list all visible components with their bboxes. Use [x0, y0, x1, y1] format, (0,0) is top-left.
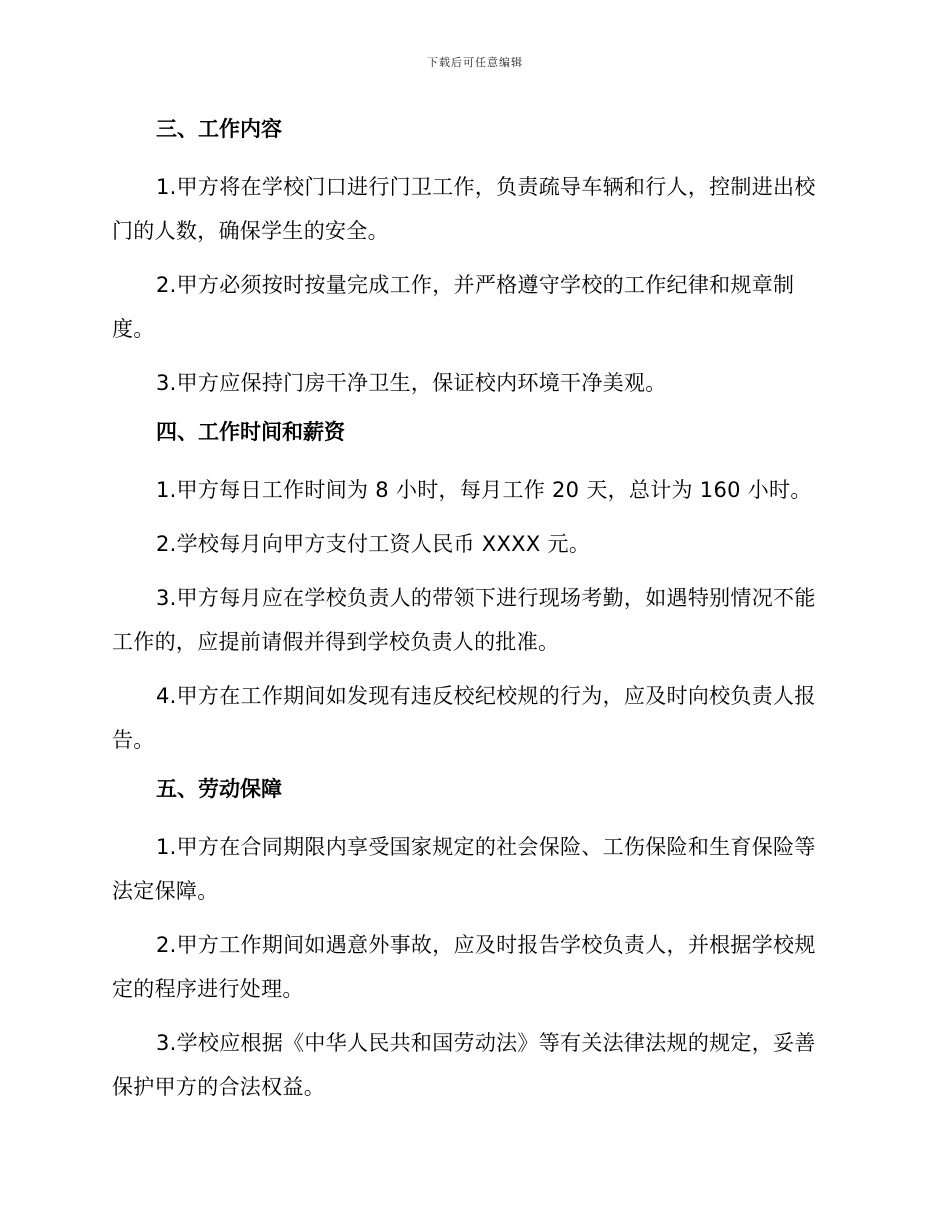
paragraph: 2.甲方工作期间如遇意外事故，应及时报告学校负责人，并根据学校规定的程序进行处理。 [112, 933, 816, 1001]
paragraph: 3.甲方应保持门房干净卫生，保证校内环境干净美观。 [156, 371, 667, 395]
section-heading-labor-protection: 五、劳动保障 [156, 777, 282, 801]
paragraph: 3.学校应根据《中华人民共和国劳动法》等有关法律法规的规定，妥善保护甲方的合法权益。 [112, 1031, 816, 1099]
document-body [112, 112, 828, 1119]
paragraph: 2.学校每月向甲方支付工资人民币 XXXX 元。 [156, 532, 591, 556]
paragraph: 2.甲方必须按时按量完成工作，并严格遵守学校的工作纪律和规章制度。 [112, 273, 795, 341]
section-heading-work-content: 三、工作内容 [156, 117, 282, 141]
paragraph: 3.甲方每月应在学校负责人的带领下进行现场考勤，如遇特别情况不能工作的，应提前请假并得到学校负责人的批准。 [112, 586, 816, 654]
section-heading-work-time-salary: 四、工作时间和薪资 [156, 420, 345, 444]
paragraph: 4.甲方在工作期间如发现有违反校纪校规的行为，应及时向校负责人报告。 [112, 684, 816, 752]
paragraph: 1.甲方在合同期限内享受国家规定的社会保险、工伤保险和生育保险等法定保障。 [112, 835, 816, 903]
paragraph: 1.甲方将在学校门口进行门卫工作，负责疏导车辆和行人，控制进出校门的人数，确保学生的安全。 [112, 175, 816, 243]
header-note: 下载后可任意编辑 [427, 56, 523, 69]
paragraph: 1.甲方每日工作时间为 8 小时，每月工作 20 天，总计为 160 小时。 [156, 478, 812, 502]
